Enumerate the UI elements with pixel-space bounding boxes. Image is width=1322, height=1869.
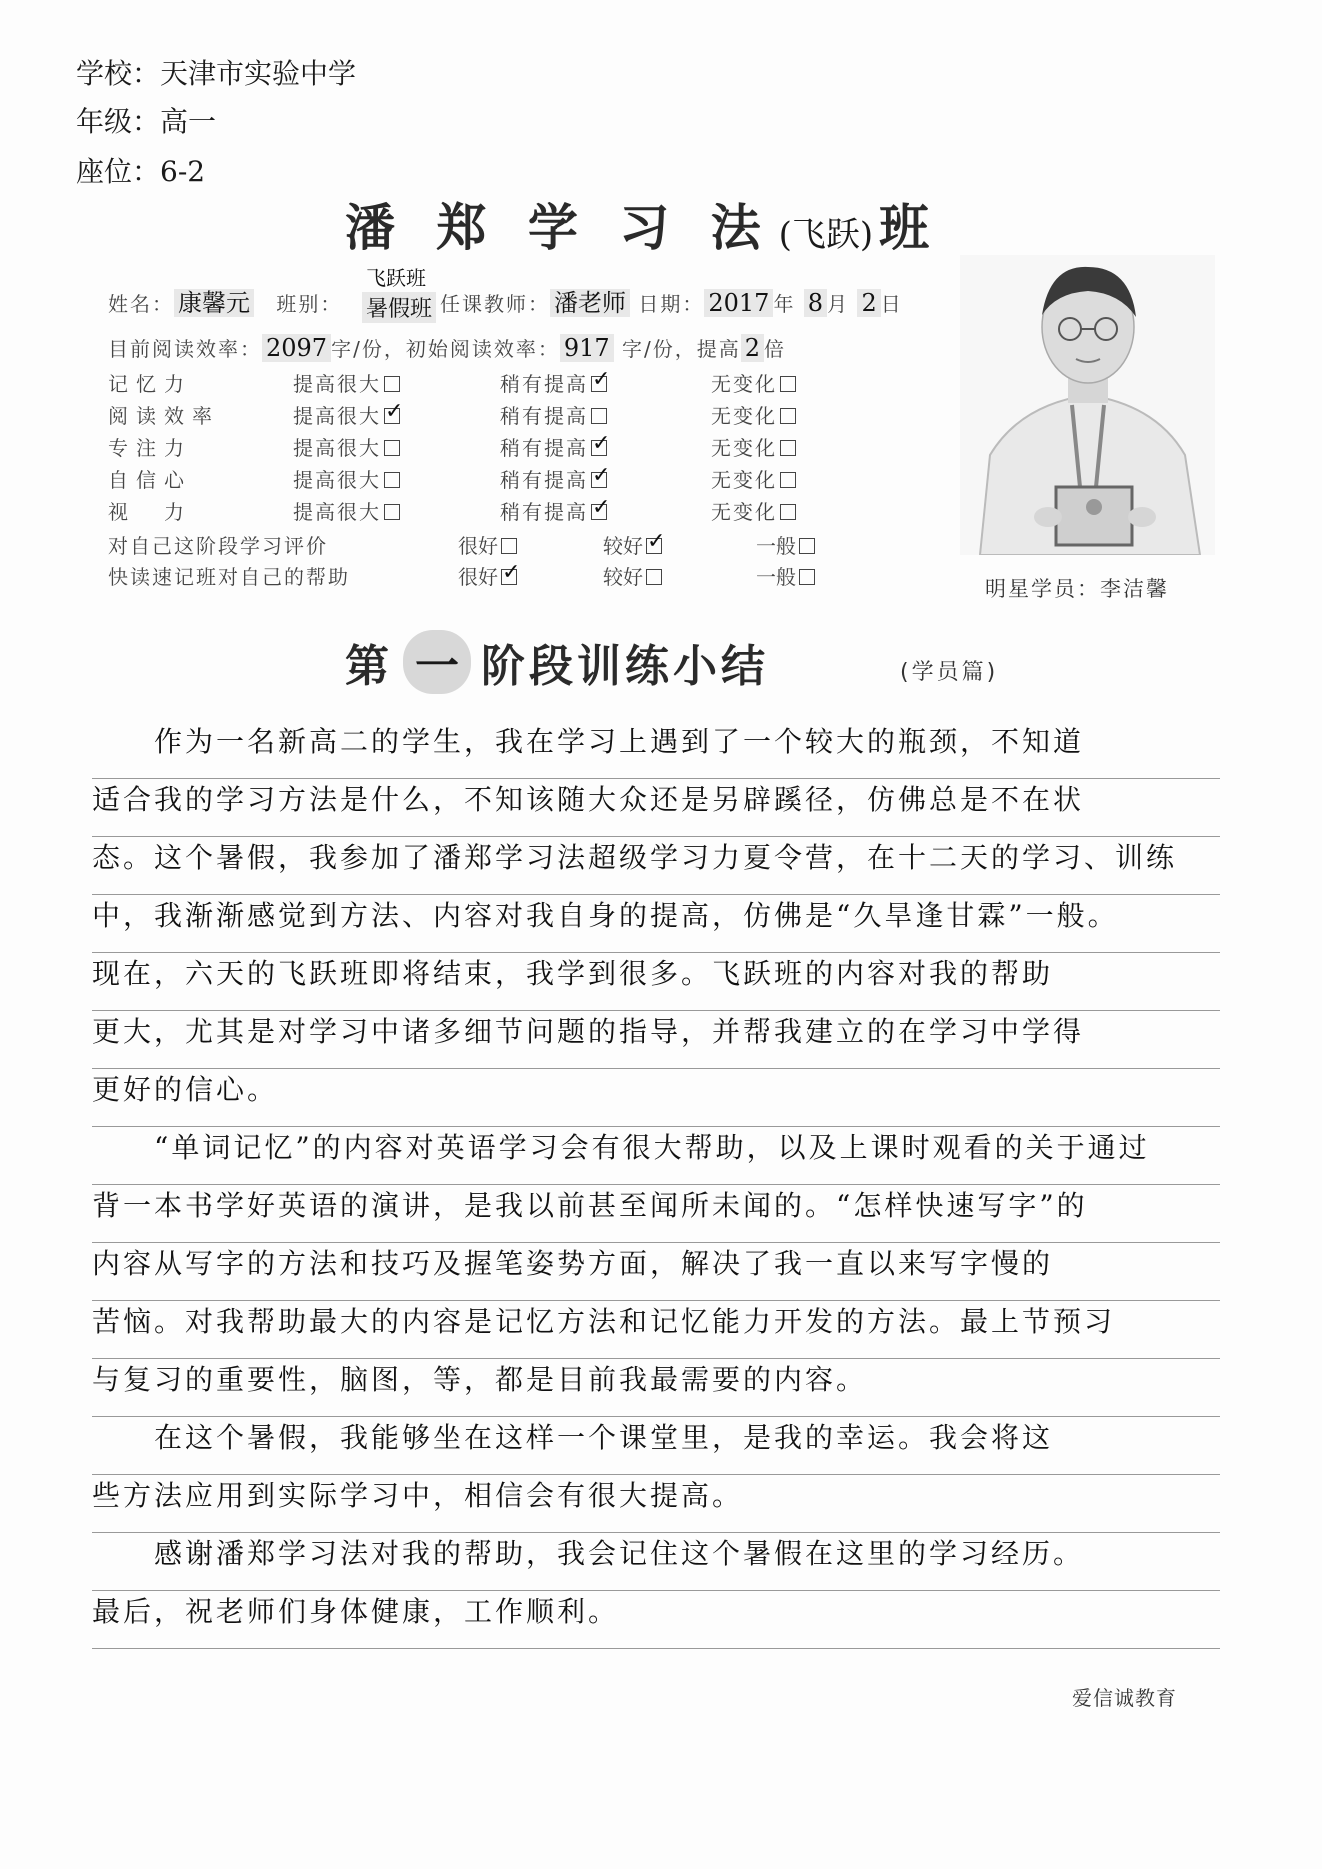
section-subtitle: (学员篇) — [900, 660, 999, 685]
ratings-table — [108, 368, 828, 528]
rating-option: 无变化 — [711, 436, 777, 460]
essay-line: “单词记忆”的内容对英语学习会有很大帮助，以及上课时观看的关于通过 — [92, 1126, 1220, 1185]
times-unit: 倍 — [764, 337, 787, 361]
teacher-date-row — [440, 283, 903, 318]
rating-option: 稍有提高 — [500, 436, 588, 460]
essay-line: 苦恼。对我帮助最大的内容是记忆方法和记忆能力开发的方法。最上节预习 — [92, 1300, 1220, 1359]
title-left: 潘 郑 学 习 法 — [345, 199, 773, 257]
essay-line: 与复习的重要性，脑图，等，都是目前我最需要的内容。 — [92, 1358, 1220, 1417]
grade-field: 年级：高一 — [76, 105, 217, 138]
checkbox-checked — [646, 538, 662, 554]
checkbox — [384, 376, 400, 392]
checkbox — [780, 440, 796, 456]
checkbox-checked — [591, 376, 607, 392]
checkbox — [384, 472, 400, 488]
improve-times-value: 2 — [741, 334, 764, 362]
checkbox — [501, 538, 517, 554]
rating-option: 无变化 — [711, 468, 777, 492]
rating-option: 提高很大 — [293, 436, 381, 460]
checkbox — [780, 408, 796, 424]
essay-line: 背一本书学好英语的演讲，是我以前甚至闻所未闻的。“怎样快速写字”的 — [92, 1184, 1220, 1243]
evaluation-row — [108, 530, 828, 561]
rating-option: 稍有提高 — [500, 404, 588, 428]
student-photo — [960, 255, 1215, 555]
day-unit: 日 — [880, 292, 903, 316]
evaluation-item: 对自己这阶段学习评价 — [108, 534, 328, 558]
evaluation-option: 较好 — [603, 534, 643, 558]
checkbox — [799, 569, 815, 585]
school-field: 学校：天津市实验中学 — [76, 57, 357, 90]
rating-option: 稍有提高 — [500, 468, 588, 492]
essay-line: 更大，尤其是对学习中诸多细节问题的指导，并帮我建立的在学习中学得 — [92, 1010, 1220, 1069]
rating-item: 专注力 — [108, 436, 192, 460]
section-title — [345, 630, 769, 694]
year-value: 2017 — [704, 289, 773, 317]
checkbox-checked — [501, 569, 517, 585]
rating-option: 稍有提高 — [500, 372, 588, 396]
checkbox — [384, 440, 400, 456]
rating-option: 提高很大 — [293, 468, 381, 492]
essay-line: 在这个暑假，我能够坐在这样一个课堂里，是我的幸运。我会将这 — [92, 1416, 1220, 1475]
rating-item: 自信心 — [108, 468, 192, 492]
year-unit: 年 — [773, 292, 796, 316]
evaluation-option: 一般 — [756, 534, 796, 558]
rating-option: 无变化 — [711, 372, 777, 396]
evaluation-option: 较好 — [603, 565, 643, 589]
rate-unit-2: 字/份，提高 — [622, 337, 741, 361]
evaluation-row — [108, 561, 828, 592]
rating-option: 提高很大 — [293, 500, 381, 524]
teacher-label: 任课教师： — [440, 292, 550, 316]
month-unit: 月 — [827, 292, 850, 316]
student-photo-drawing — [960, 255, 1215, 555]
checkbox — [799, 538, 815, 554]
initial-rate-value: 917 — [560, 334, 614, 362]
rating-row — [108, 496, 828, 528]
checkbox — [646, 569, 662, 585]
date-label: 日期： — [638, 292, 705, 316]
evaluation-option: 很好 — [458, 534, 498, 558]
class-value-top: 飞跃班 — [366, 266, 426, 290]
current-rate-value: 2097 — [262, 334, 331, 362]
rating-option: 无变化 — [711, 500, 777, 524]
rating-row — [108, 464, 828, 496]
checkbox-checked — [591, 504, 607, 520]
rating-item: 视 力 — [108, 500, 192, 524]
essay-line: 最后，祝老师们身体健康，工作顺利。 — [92, 1590, 1220, 1649]
essay-line: 内容从写字的方法和技巧及握笔姿势方面，解决了我一直以来写字慢的 — [92, 1242, 1220, 1301]
rating-option: 稍有提高 — [500, 500, 588, 524]
essay-line: 作为一名新高二的学生，我在学习上遇到了一个较大的瓶颈，不知道 — [92, 720, 1220, 779]
evaluation-table — [108, 530, 828, 592]
reading-rate-row — [108, 333, 786, 362]
evaluation-option: 很好 — [458, 565, 498, 589]
current-rate-label: 目前阅读效率： — [108, 337, 262, 361]
rating-row — [108, 400, 828, 432]
essay-line: 态。这个暑假，我参加了潘郑学习法超级学习力夏令营，在十二天的学习、训练 — [92, 836, 1220, 895]
essay-line: 些方法应用到实际学习中，相信会有很大提高。 — [92, 1474, 1220, 1533]
photo-caption: 明星学员：李洁馨 — [985, 577, 1169, 601]
checkbox — [780, 472, 796, 488]
section-title-suffix: 阶段训练小结 — [481, 641, 769, 692]
rate-unit-1: 字/份，初始阅读效率： — [331, 337, 560, 361]
evaluation-option: 一般 — [756, 565, 796, 589]
day-value: 2 — [857, 289, 880, 317]
rating-item: 阅读效率 — [108, 404, 220, 428]
teacher-value: 潘老师 — [550, 289, 630, 317]
info-row — [108, 283, 342, 318]
class-value-bottom: 暑假班 — [362, 292, 436, 323]
section-number: 一 — [403, 630, 471, 694]
rating-option: 无变化 — [711, 404, 777, 428]
checkbox — [591, 408, 607, 424]
essay-line: 感谢潘郑学习法对我的帮助，我会记住这个暑假在这里的学习经历。 — [92, 1532, 1220, 1591]
checkbox — [780, 504, 796, 520]
month-value: 8 — [804, 289, 827, 317]
class-label: 班别： — [276, 292, 343, 316]
section-title-prefix: 第 — [345, 641, 393, 692]
title-right: 班 — [879, 199, 942, 257]
rating-option: 提高很大 — [293, 404, 381, 428]
essay-line: 适合我的学习方法是什么，不知该随大众还是另辟蹊径，仿佛总是不在状 — [92, 778, 1220, 837]
essay-line: 中，我渐渐感觉到方法、内容对我自身的提高，仿佛是“久旱逢甘霖”一般。 — [92, 894, 1220, 953]
essay-line: 现在，六天的飞跃班即将结束，我学到很多。飞跃班的内容对我的帮助 — [92, 952, 1220, 1011]
name-value: 康馨元 — [174, 289, 254, 317]
rating-row — [108, 368, 828, 400]
checkbox-checked — [384, 408, 400, 424]
rating-option: 提高很大 — [293, 372, 381, 396]
evaluation-item: 快读速记班对自己的帮助 — [108, 565, 350, 589]
rating-item: 记忆力 — [108, 372, 192, 396]
footer-brand: 爱信诚教育 — [1072, 1686, 1177, 1710]
essay-line: 更好的信心。 — [92, 1068, 1220, 1127]
checkbox-checked — [591, 472, 607, 488]
name-label: 姓名： — [108, 292, 174, 316]
main-title — [345, 188, 941, 260]
checkbox — [384, 504, 400, 520]
checkbox-checked — [591, 440, 607, 456]
title-handwritten-mark: (飞跃) — [778, 215, 874, 255]
rating-row — [108, 432, 828, 464]
seat-field: 座位：6-2 — [76, 155, 206, 188]
checkbox — [780, 376, 796, 392]
